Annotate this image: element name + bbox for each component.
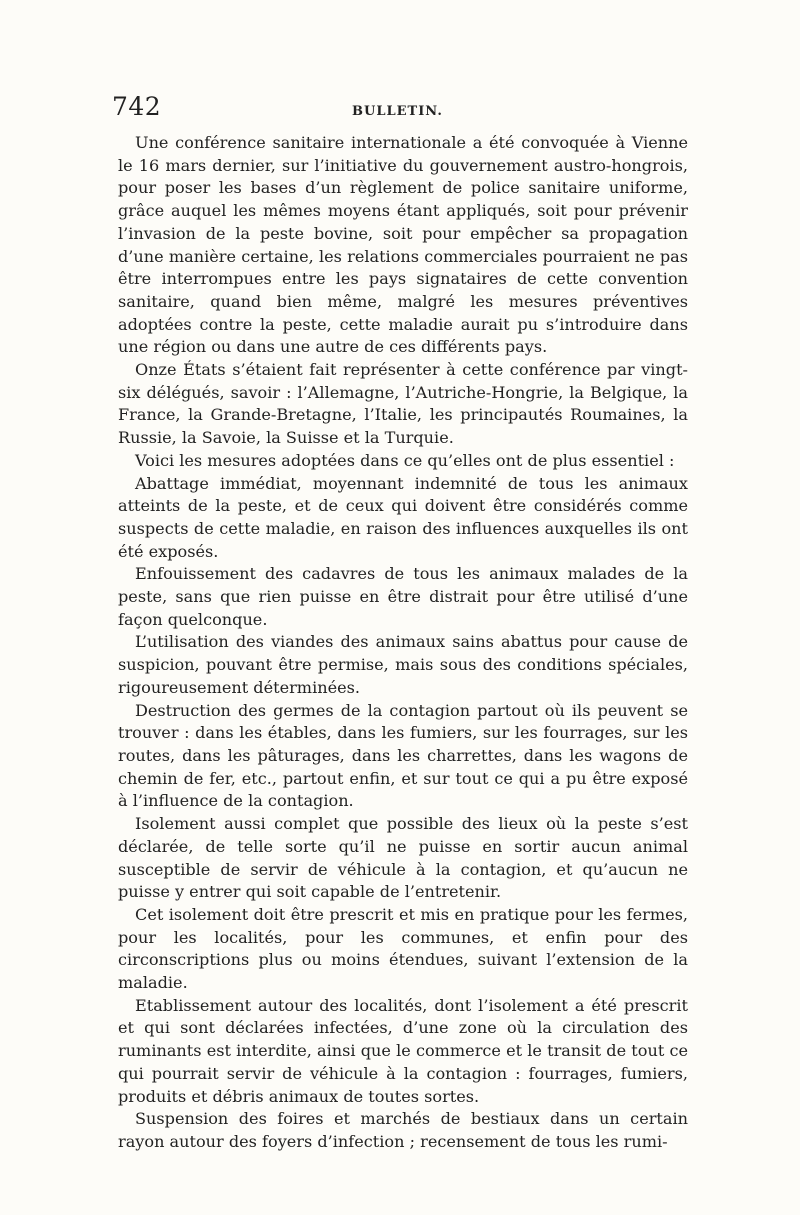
running-title: BULLETIN. — [352, 104, 443, 119]
paragraph-conference: Une conférence sanitaire internationale a été convoquée à Vienne le 16 mars dernier, sur l’initiative du gouvernement austro-hongrois, pour poser les bases d’un règlement de police sanitaire uniforme, grâce auquel les mêmes moyens étant appliqués, soit pour prévenir l’invasion de la peste bovine, soit pour empêcher sa propagation d’une manière certaine, les relations commerciales pourraient ne pas être interrompues entre les pays signataires de cette convention sanitaire, quand bien même, malgré les mesures préventives adoptées contre la peste, cette maladie aurait pu s’introduire dans une région ou dans une autre de ces différents pays. — [118, 133, 688, 357]
paragraph-isolation-scope: Cet isolement doit être prescrit et mis en pratique pour les fermes, pour les localités, pour les communes, et enfin pour des circonscriptions plus ou moins étendues, suivant l’extension de la maladie. — [118, 904, 688, 993]
paragraph-meat-use: L’utilisation des viandes des animaux sains abattus pour cause de suspicion, pouvant être permise, mais sous des conditions spéciales, rigoureusement déterminées. — [118, 632, 688, 697]
paragraph-burial: Enfouissement des cadavres de tous les animaux malades de la peste, sans que rien puisse en être distrait pour être utilisé d’une façon quelconque. — [118, 564, 688, 629]
page-header — [112, 92, 690, 124]
paragraph-fairs-suspension: Suspension des foires et marchés de bestiaux dans un certain rayon autour des foyers d’infection ; recensement de tous les rumi- — [118, 1109, 688, 1151]
paragraph-zone: Etablissement autour des localités, dont l’isolement a été prescrit et qui sont déclarées infectées, d’une zone où la circulation des ruminants est interdite, ainsi que le commerce et le transit de tout ce qui pourrait servir de véhicule à la contagion : fourrages, fumiers, produits et débris animaux de toutes sortes. — [118, 995, 688, 1106]
body-text — [118, 132, 688, 1154]
paragraph-germ-destruction: Destruction des germes de la contagion partout où ils peuvent se trouver : dans les étables, dans les fumiers, sur les fourrages, sur les routes, dans les pâturages, dans les charrettes, dans les wagons de chemin de fer, etc., partout enfin, et sur tout ce qui a pu être exposé à l’influence de la contagion. — [118, 700, 688, 811]
paragraph-slaughter: Abattage immédiat, moyennant indemnité de tous les animaux atteints de la peste, et de ceux qui doivent être considérés comme suspects de cette maladie, en raison des influences auxquelles ils ont été exposés. — [118, 473, 688, 561]
paragraph-isolation: Isolement aussi complet que possible des lieux où la peste s’est déclarée, de telle sorte qu’il ne puisse en sortir aucun animal susceptible de servir de véhicule à la contagion, et qu’aucun ne puisse y entrer qui soit capable de l’entretenir. — [118, 814, 688, 902]
paragraph-delegates: Onze États s’étaient fait représenter à cette conférence par vingt-six délégués, savoir : l’Allemagne, l’Autriche-Hongrie, la Belgique, la France, la Grande-Bretagne, l’Italie, les principautés Roumaines, la Russie, la Savoie, la Suisse et la Turquie. — [118, 360, 688, 448]
page-number: 742 — [112, 92, 162, 121]
paragraph-measures-intro: Voici les mesures adoptées dans ce qu’elles ont de plus essentiel : — [135, 450, 675, 470]
